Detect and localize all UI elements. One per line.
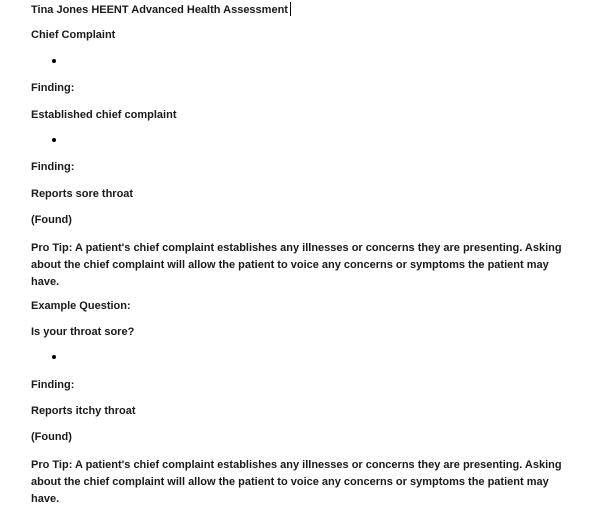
finding-label: Finding:: [31, 82, 75, 95]
bullet-icon: [52, 355, 56, 359]
finding-text: Reports sore throat: [31, 187, 134, 200]
example-question-label: Example Question:: [31, 299, 131, 312]
chief-complaint-heading: Chief Complaint: [31, 29, 116, 42]
finding-label: Finding:: [31, 378, 75, 391]
finding-status: (Found): [31, 214, 72, 227]
bullet-item: [31, 134, 600, 160]
pro-tip: Pro Tip: A patient's chief complaint establishes any illnesses or concerns they are presenting. Asking about the chief complaint will allow the patient to voice any concerns or symptoms the patient may have.: [31, 241, 562, 288]
document-title: Tina Jones HEENT Advanced Health Assessment: [31, 4, 288, 16]
finding-text: Established chief complaint: [31, 108, 177, 121]
document-title-row: [31, 2, 600, 28]
pro-tip: Pro Tip: A patient's chief complaint establishes any illnesses or concerns they are presenting. Asking about the chief complaint will allow the patient to voice any concerns or symptoms the patient may have.: [31, 458, 562, 505]
text-cursor: [290, 2, 291, 16]
bullet-item: [31, 55, 600, 81]
bullet-item: [31, 351, 600, 377]
example-question: Is your throat sore?: [31, 325, 135, 338]
bullet-icon: [52, 138, 56, 142]
finding-label: Finding:: [31, 161, 75, 174]
finding-status: (Found): [31, 431, 72, 444]
finding-text: Reports itchy throat: [31, 405, 136, 418]
bullet-icon: [52, 59, 56, 63]
